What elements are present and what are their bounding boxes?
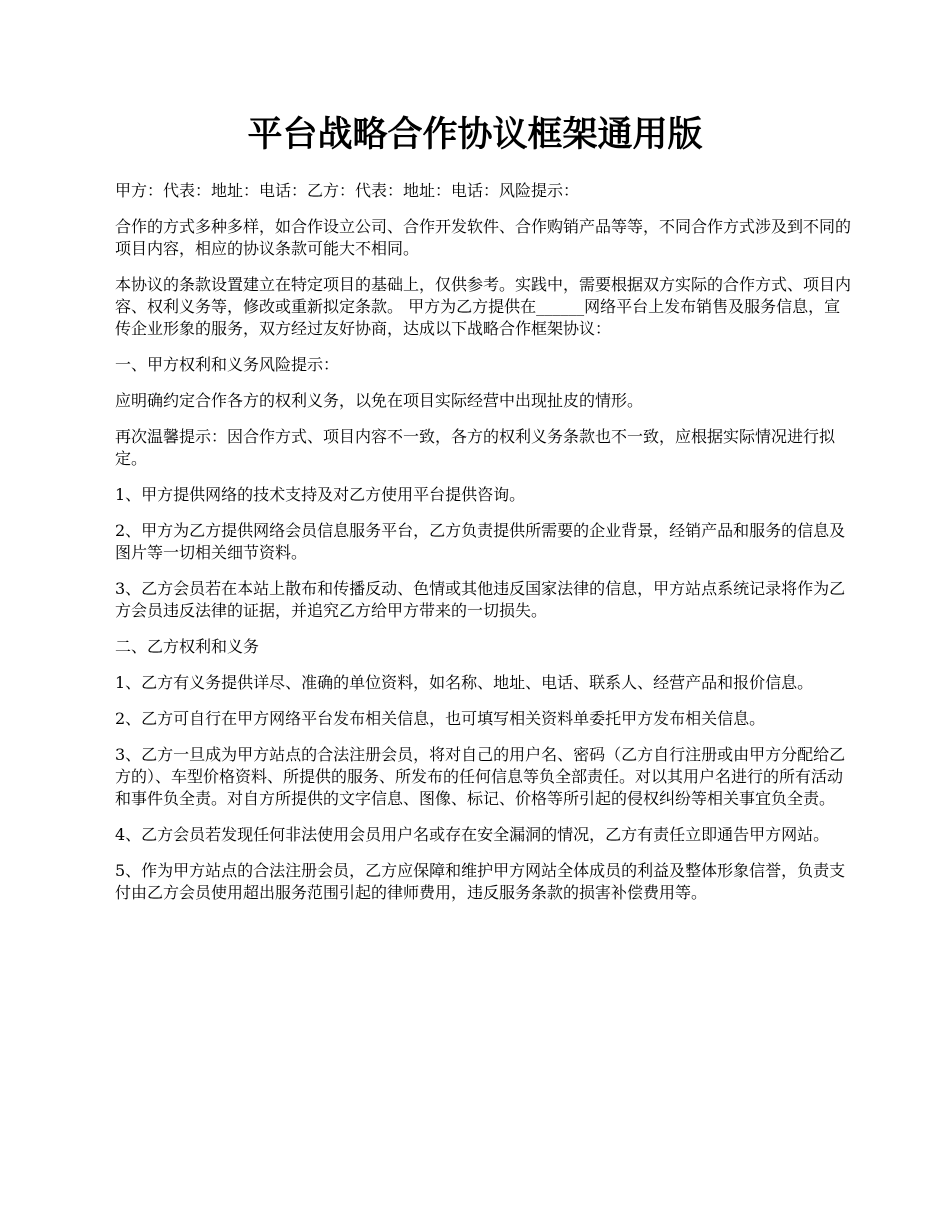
clause-b-2: 2、乙方可自行在甲方网络平台发布相关信息，也可填写相关资料单委托甲方发布相关信息。 [115,709,766,728]
clause-b-5: 5、作为甲方站点的合法注册会员，乙方应保障和维护甲方网站全体成员的利益及整体形象信誉，负责支付由乙方会员使用超出服务范围引起的律师费用，违反服务条款的损害补偿费用等。 [115,861,846,902]
document-body [115,180,855,918]
clause-b-3: 3、乙方一旦成为甲方站点的合法注册会员，将对自己的用户名、密码（乙方自行注册或由甲方分配给乙方的）、车型价格资料、所提供的服务、所发布的任何信息等负全部责任。对以其用户名进行的所有活动和事件负全责。对自方所提供的文字信息、图像、标记、价格等所引起的侵权纠纷等相关事宜负全责。 [115,745,846,808]
document-title: 平台战略合作协议框架通用版 [247,114,703,155]
clause-a-2: 2、甲方为乙方提供网络会员信息服务平台，乙方负责提供所需要的企业背景，经销产品和服务的信息及图片等一切相关细节资料。 [115,521,846,562]
paragraph-rights-note: 应明确约定合作各方的权利义务，以免在项目实际经营中出现扯皮的情形。 [115,391,644,410]
clause-b-1: 1、乙方有义务提供详尽、准确的单位资料，如名称、地址、电话、联系人、经营产品和报价信息。 [115,673,814,692]
section-heading-party-b: 二、乙方权利和义务 [115,637,260,656]
paragraph-reminder: 再次温馨提示：因合作方式、项目内容不一致，各方的权利义务条款也不一致，应根据实际情况进行拟定。 [115,427,836,468]
paragraph-agreement-basis: 本协议的条款设置建立在特定项目的基础上，仅供参考。实践中，需要根据双方实际的合作方式、项目内容、权利义务等，修改或重新拟定条款。 甲方为乙方提供在______网络平台上发布销售及服务信息，宣传企业形象的服务，双方经过友好协商，达成以下战略合作框架协议： [115,275,852,338]
party-info-line: 甲方：代表：地址：电话：乙方：代表：地址：电话：风险提示： [115,181,580,200]
clause-a-3: 3、乙方会员若在本站上散布和传播反动、色情或其他违反国家法律的信息，甲方站点系统记录将作为乙方会员违反法律的证据，并追究乙方给甲方带来的一切损失。 [115,579,846,620]
clause-b-4: 4、乙方会员若发现任何非法使用会员用户名或存在安全漏洞的情况，乙方有责任立即通告甲方网站。 [115,825,830,844]
section-heading-party-a: 一、甲方权利和义务风险提示： [115,355,340,374]
paragraph-cooperation-methods: 合作的方式多种多样，如合作设立公司、合作开发软件、合作购销产品等等，不同合作方式涉及到不同的项目内容，相应的协议条款可能大不相同。 [115,217,852,258]
clause-a-1: 1、甲方提供网络的技术支持及对乙方使用平台提供咨询。 [115,485,526,504]
